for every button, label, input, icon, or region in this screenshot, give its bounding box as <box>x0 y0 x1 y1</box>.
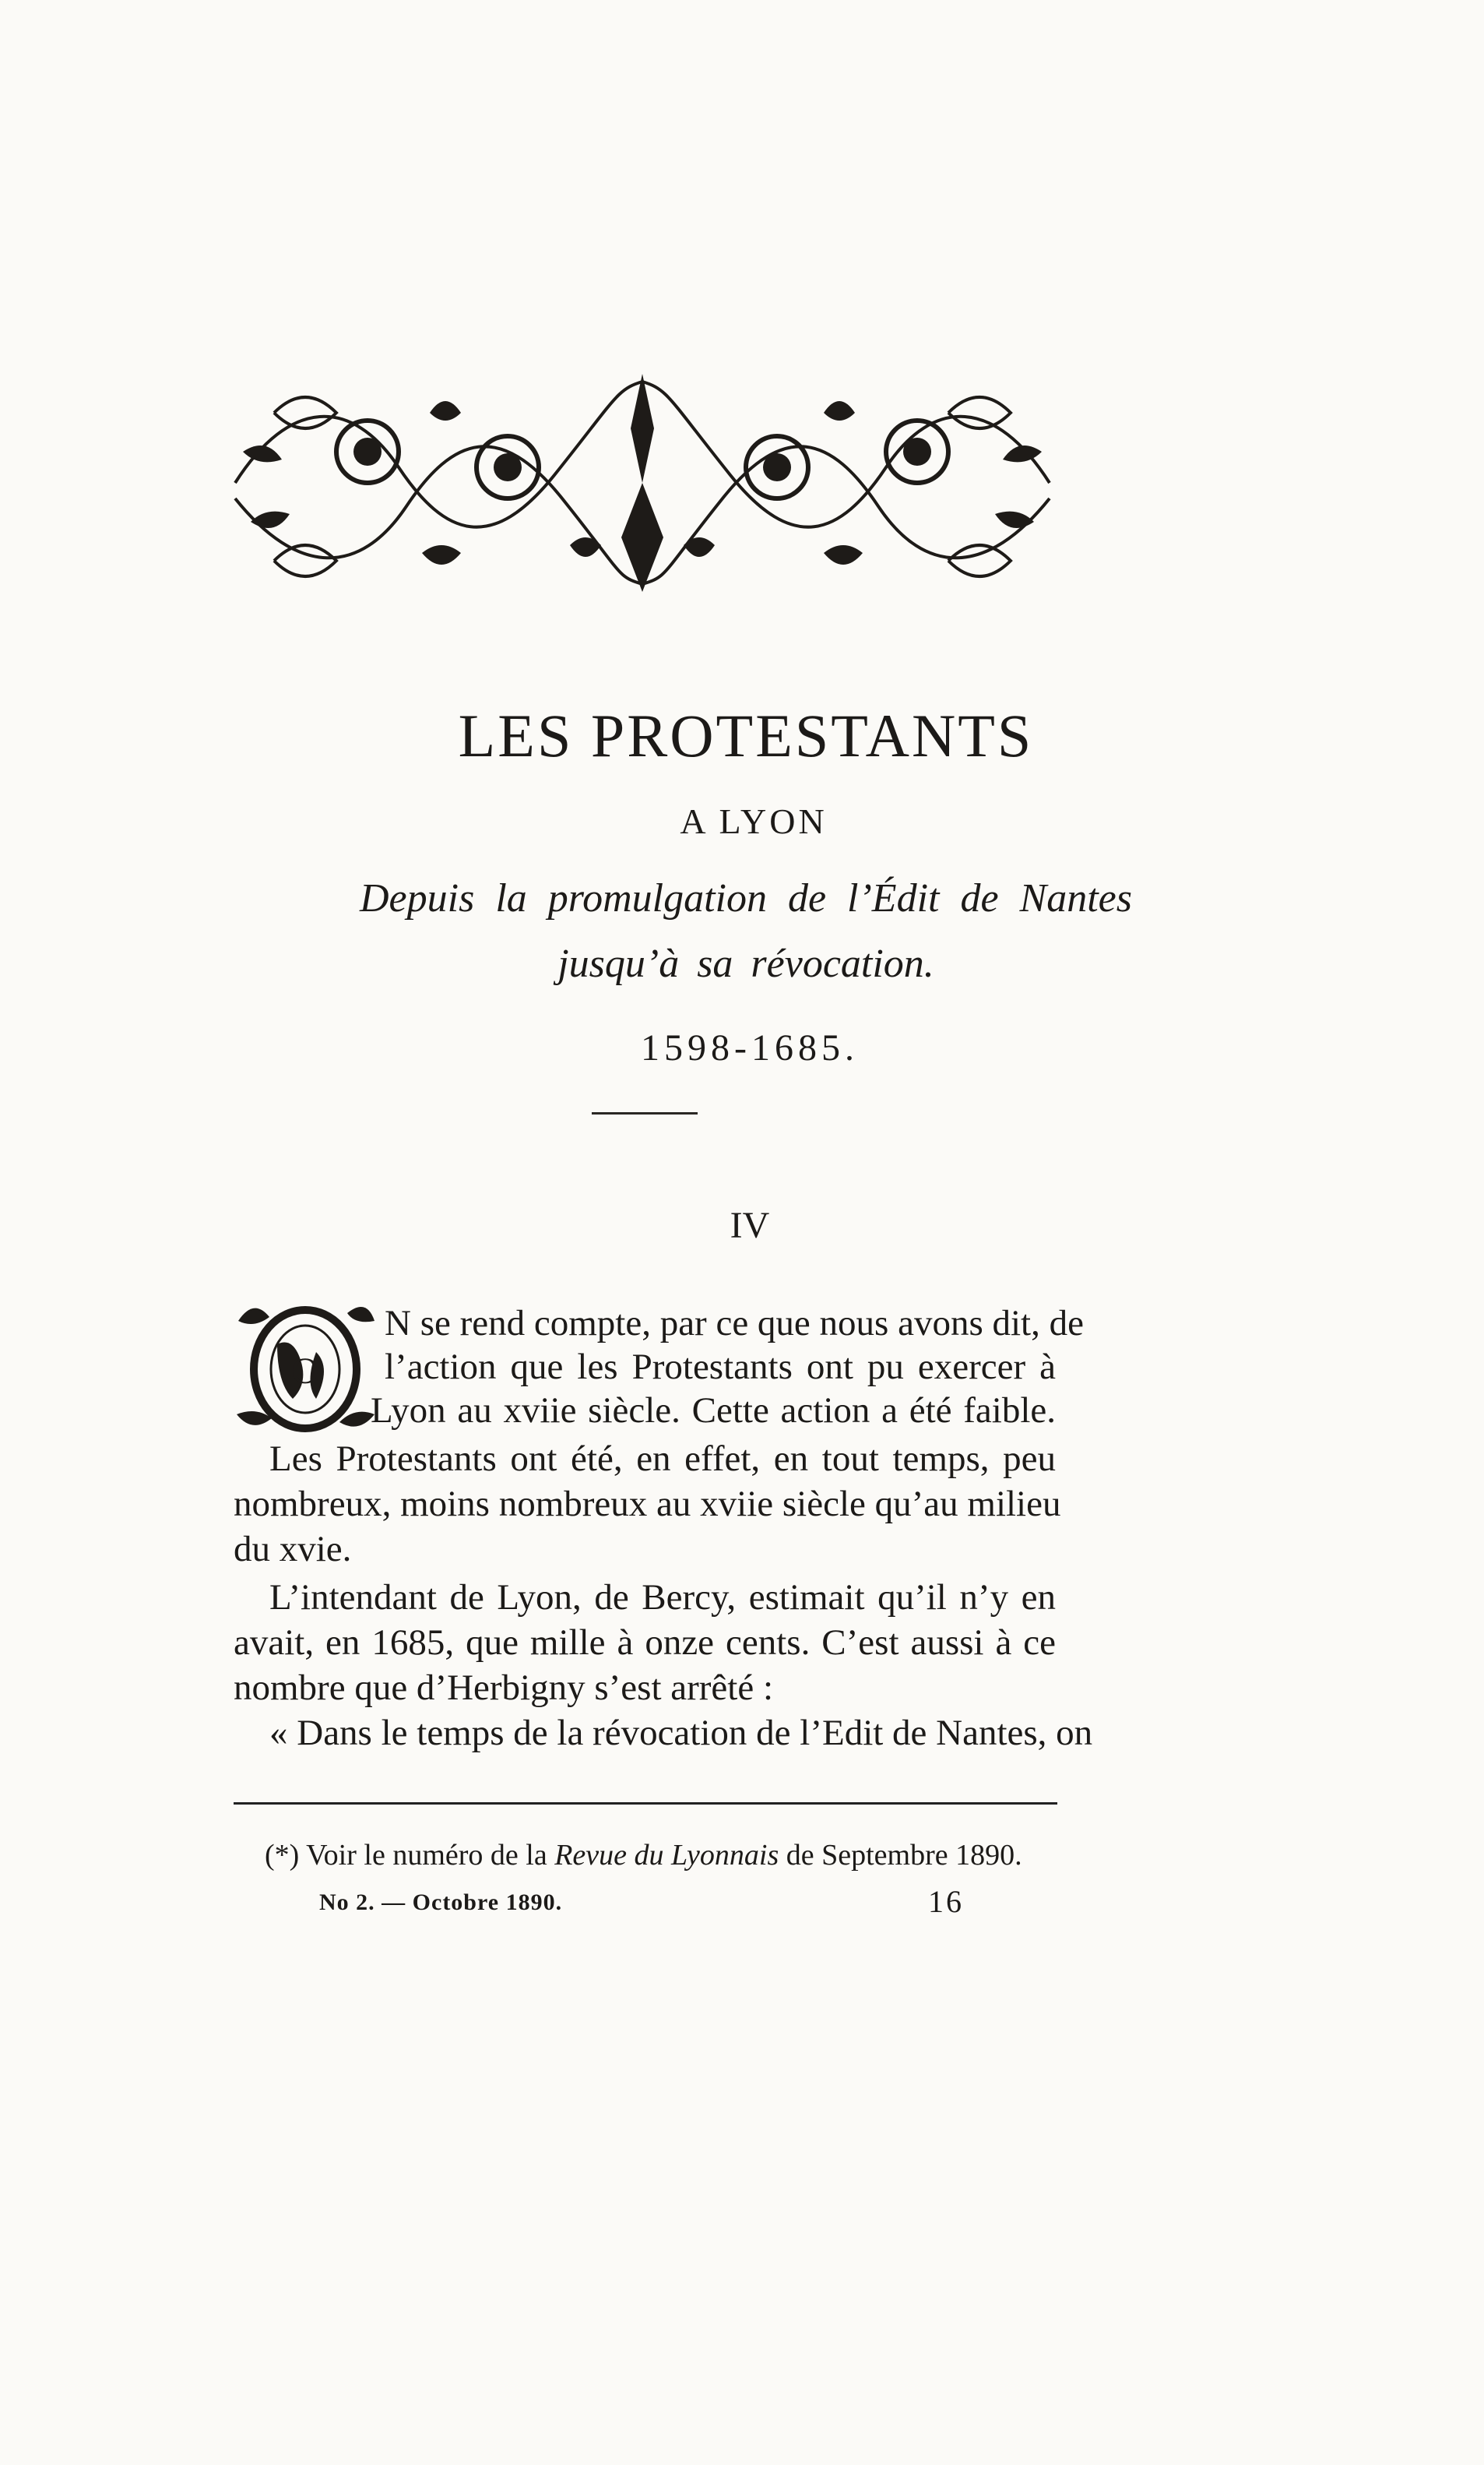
body-line: N se rend compte, par ce que nous avons dit, de <box>385 1303 1084 1343</box>
description-line-2: jusqu’à sa révocation. <box>557 942 934 986</box>
body-line: nombre que d’Herbigny s’est arrêté : <box>234 1667 773 1708</box>
body-line: « Dans le temps de la révocation de l’Edit de Nantes, on <box>269 1713 1093 1753</box>
footnote-marker: (*) <box>265 1839 300 1872</box>
article-title: LES PROTESTANTS <box>458 702 1034 769</box>
body-line: l’action que les Protestants ont pu exercer à <box>385 1347 1056 1387</box>
ornamental-headpiece <box>227 366 1057 600</box>
body-line: Les Protestants ont été, en effet, en tout temps, peu <box>269 1439 1056 1479</box>
footnote-journal: Revue du Lyonnais <box>554 1839 779 1872</box>
footnote-text-after: de Septembre 1890. <box>786 1839 1022 1872</box>
footnote-text-before: Voir le numéro de la <box>306 1839 547 1872</box>
date-range: 1598-1685. <box>641 1027 859 1069</box>
footnote <box>265 1838 1022 1872</box>
body-line: Lyon au xviie siècle. Cette action a été faible. <box>371 1390 1056 1431</box>
issue-line: No 2. — Octobre 1890. <box>319 1889 563 1915</box>
dropcap-letter: O <box>291 1350 319 1392</box>
decorated-dropcap <box>230 1298 380 1435</box>
description-line-1: Depuis la promulgation de l’Édit de Nantes <box>360 876 1132 921</box>
body-line: avait, en 1685, que mille à onze cents. C’est aussi à ce <box>234 1622 1056 1663</box>
footnote-separator <box>234 1802 1057 1805</box>
article-subtitle: A LYON <box>680 801 828 841</box>
section-number: IV <box>730 1205 770 1246</box>
body-line: du xvie. <box>234 1529 352 1569</box>
body-line: L’intendant de Lyon, de Bercy, estimait qu’il n’y en <box>269 1577 1056 1618</box>
title-divider <box>592 1112 698 1115</box>
body-line: nombreux, moins nombreux au xviie siècle qu’au milieu <box>234 1484 1061 1524</box>
page-number: 16 <box>928 1884 964 1919</box>
